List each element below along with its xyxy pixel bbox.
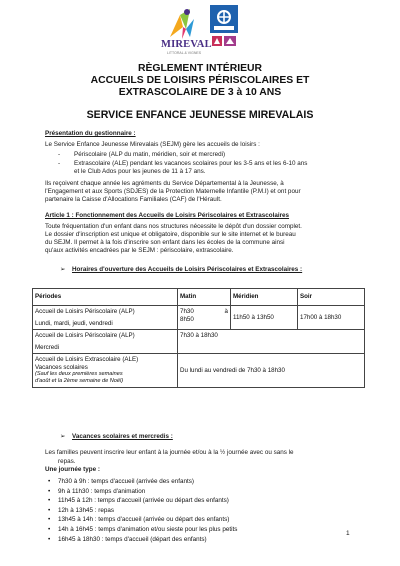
presentation-item-2-line1: Extrascolaire (ALE) pendant les vacances scolaires pour les 3-5 ans et les 6-10 ans — [74, 160, 308, 167]
row2-title: Accueil de Loisirs Périscolaire (ALP) — [35, 332, 135, 339]
row3-sub: Vacances scolaires — [35, 363, 88, 371]
row3-note1: (Sauf les deux premières semaines — [35, 371, 123, 377]
table-cell — [33, 306, 178, 330]
arrow-bullet-icon: ➢ — [60, 266, 66, 273]
article1-line1: Toute fréquentation d'un enfant dans nos structures nécessite le dépôt d'un dossier complet. — [45, 223, 302, 230]
doc-title-line3: EXTRASCOLAIRE DE 3 à 10 ANS — [118, 87, 282, 98]
holidays-heading: Vacances scolaires et mercredis : — [72, 433, 173, 440]
doc-subtitle: SERVICE ENFANCE JEUNESSE MIREVALAIS — [86, 109, 314, 121]
table-header-row — [33, 289, 365, 306]
article1-line4: qu'aux activités encadrées par le SEJM : périscolaire, extrascolaire. — [45, 247, 234, 254]
hours-heading: Horaires d'ouverture des Accueils de Loisirs Périscolaires et Extrascolaires : — [72, 266, 303, 273]
mireval-logo-tagline: LITTORAL & VIGNES — [167, 51, 202, 55]
partner-logo-icon — [210, 35, 238, 47]
row3-value: Du lundi au vendredi de 7h30 à 18h30 — [178, 354, 365, 388]
journey-title: Une journée type : — [45, 466, 100, 473]
row1-title: Accueil de Loisirs Périscolaire (ALP) — [35, 308, 135, 315]
row1-meridien: 11h50 à 13h50 — [231, 306, 298, 330]
doc-title-line2: ACCUEILS DE LOISIRS PÉRISCOLAIRES ET — [90, 75, 310, 86]
list-item: • 7h30 à 9h : temps d'accueil (arrivée des enfants) — [58, 477, 237, 487]
table-cell — [33, 330, 178, 354]
presentation-paragraph-line2: l'Engagement et aux Sports (SDJES) de la Protection Maternelle Infantile (P.M.I) et ont pour — [45, 188, 301, 195]
presentation-item-2-line2: et le Club Ados pour les jeunes de 11 à 17 ans. — [74, 168, 206, 175]
list-dash: - — [58, 160, 61, 167]
table-row — [33, 306, 365, 330]
row3-note2: d'août et la 2ème semaine de Noël) — [35, 378, 124, 384]
presentation-paragraph-line1: Ils reçoivent chaque année les agréments du Service Départemental à la Jeunesse, à — [45, 180, 284, 187]
col-header-matin: Matin — [178, 289, 231, 306]
hours-table — [32, 288, 365, 388]
article1-line2: Le dossier d'inscription est unique et obligatoire, disponible sur le site internet et le bureau — [45, 231, 296, 238]
caf-logo-icon — [210, 5, 238, 33]
holidays-line2: repas. — [58, 458, 76, 465]
doc-title-line1: RÈGLEMENT INTÉRIEUR — [137, 63, 263, 74]
arrow-bullet-icon: ➢ — [60, 433, 66, 440]
row1-matin-start: 7h30 — [180, 308, 194, 315]
list-item: • 11h45 à 12h : temps d'accueil (arrivée ou départ des enfants) — [58, 496, 237, 506]
presentation-intro: Le Service Enfance Jeunesse Mirevalais (SEJM) gère les accueils de loisirs : — [45, 141, 260, 148]
presentation-item-1: Périscolaire (ALP du matin, méridien, soir et mercredi) — [74, 151, 226, 158]
col-header-soir: Soir — [298, 289, 365, 306]
holidays-line1: Les familles peuvent inscrire leur enfant à la journée et/ou à la ½ journée avec ou sans le — [45, 449, 294, 456]
presentation-paragraph-line3: partenaire la Caisse d'Allocations Familiales (CAF) de l'Hérault. — [45, 196, 222, 203]
list-item: • 16h45 à 18h30 : temps d'accueil (départ des enfants) — [58, 535, 237, 545]
row1-matin-sep: à — [224, 308, 228, 315]
row3-title: Accueil de Loisirs Extrascolaire (ALE) — [35, 356, 139, 363]
page-number: 1 — [346, 530, 350, 537]
table-row — [33, 354, 365, 388]
article1-line3: du SEJM. Il permet à la fois d'inscrire son enfant dans les écoles de la commune ainsi — [45, 239, 285, 246]
presentation-heading: Présentation du gestionnaire : — [45, 130, 136, 137]
row1-matin-end: 8h50 — [180, 315, 194, 323]
list-item: • 14h à 16h45 : temps d'animation et/ou sieste pour les plus petits — [58, 525, 237, 535]
list-item: • 12h à 13h45 : repas — [58, 506, 237, 516]
article1-heading: Article 1 : Fonctionnement des Accueils de Loisirs Périscolaires et Extrascolaires — [45, 212, 290, 219]
table-row — [33, 330, 365, 354]
table-cell — [33, 354, 178, 388]
row1-soir: 17h00 à 18h30 — [298, 306, 365, 330]
table-cell — [178, 306, 231, 330]
row2-value: 7h30 à 18h30 — [178, 330, 365, 354]
col-header-meridien: Méridien — [231, 289, 298, 306]
list-item: • 9h à 11h30 : temps d'animation — [58, 487, 237, 497]
list-item: • 13h45 à 14h : temps d'accueil (arrivée ou départ des enfants) — [58, 515, 237, 525]
row1-days: Lundi, mardi, jeudi, vendredi — [35, 319, 113, 327]
mireval-logo-text: MIREVAL — [161, 39, 212, 50]
col-header-periods: Périodes — [33, 289, 178, 306]
list-dash: - — [58, 151, 61, 158]
row2-days: Mercredi — [35, 343, 60, 351]
journey-list — [58, 477, 237, 544]
